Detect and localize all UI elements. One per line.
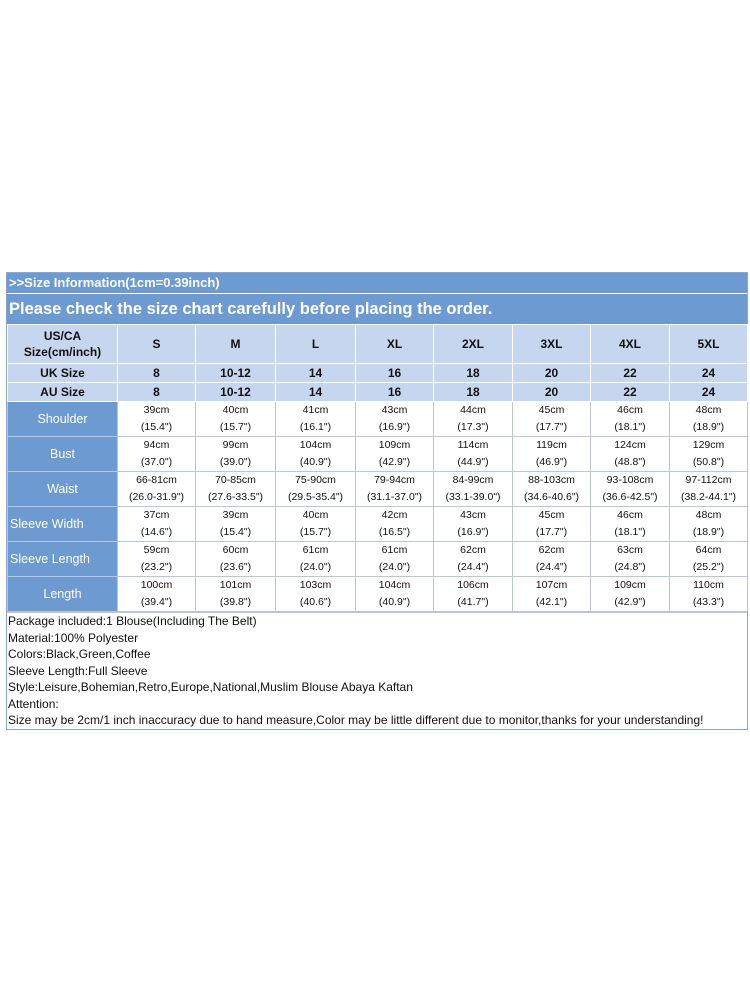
size-header-cell: XL [356,325,434,364]
size-header-cell: 18 [434,383,513,402]
size-header-cell: 20 [513,364,591,383]
measurement-cell [513,542,591,577]
note-line: Material:100% Polyester [8,630,139,645]
measurement-inch: (38.2-44.1") [680,491,737,503]
measurement-inch: (24.4") [457,561,489,573]
measurement-inch: (16.5") [378,526,411,538]
measurement-inch: (48.8") [614,456,646,468]
measurement-inch: (16.9") [457,526,489,538]
measurement-cell [434,437,513,472]
measurement-cell [276,437,356,472]
measurement-inch: (42.9") [378,456,411,468]
measurement-cm: 63cm [617,544,643,556]
measurement-cell [196,542,276,577]
measurement-row [8,507,748,542]
size-header-cell: 20 [513,383,591,402]
size-header-cell: 14 [276,383,356,402]
size-header-cell: 14 [276,364,356,383]
measurement-cell [670,577,748,612]
measurement-inch: (40.9") [378,596,411,608]
measurement-cm: 100cm [140,579,173,591]
measurement-cell [670,472,748,507]
measurement-cm: 99cm [222,439,249,451]
measurement-cm: 88-103cm [528,474,575,486]
measurement-cm: 48cm [695,509,722,521]
measurement-cell [434,507,513,542]
measurement-cell [276,402,356,437]
measurement-cm: 42cm [381,509,408,521]
measurement-cell [276,472,356,507]
measurement-inch: (24.0") [378,561,411,573]
measurement-cell [276,542,356,577]
measurement-cm: 129cm [692,439,725,451]
measurement-inch: (27.6-33.5") [207,491,264,503]
size-header-cell: 2XL [434,325,513,364]
measurement-row [8,437,748,472]
measurement-row [8,577,748,612]
size-table [7,324,748,612]
measurement-inch: (40.6") [299,596,332,608]
measurement-cell [196,507,276,542]
size-header-label [8,364,118,383]
size-check-notice: Please check the size chart carefully before placing the order. [7,293,747,324]
measurement-cm: 59cm [143,544,170,556]
measurement-inch: (18.1") [614,526,646,538]
size-header-label-line: AU Size [40,385,85,399]
measurement-label: Shoulder [8,402,118,437]
measurement-inch: (15.4") [219,526,252,538]
measurement-inch: (23.6") [219,561,252,573]
measurement-cell [591,402,670,437]
size-header-cell: 22 [591,383,670,402]
measurement-cm: 97-112cm [685,474,732,486]
size-header-row [8,364,748,383]
measurement-cm: 114cm [457,439,489,451]
measurement-cell [670,507,748,542]
measurement-cm: 84-99cm [452,474,494,486]
size-info-heading: >>Size Information(1cm=0.39inch) [7,273,747,293]
measurement-inch: (31.1-37.0") [366,491,423,503]
measurement-cm: 109cm [614,579,646,591]
measurement-cm: 119cm [536,439,567,451]
size-header-label [8,383,118,402]
measurement-cell [196,437,276,472]
measurement-inch: (29.5-35.4") [287,491,344,503]
measurement-cell [513,402,591,437]
measurement-inch: (24.0") [299,561,332,573]
measurement-inch: (14.6") [140,526,173,538]
measurement-cm: 44cm [460,404,486,416]
measurement-row [8,542,748,577]
measurement-cm: 62cm [538,544,565,556]
measurement-label: Bust [8,437,118,472]
measurement-cm: 39cm [143,404,170,416]
measurement-rows [8,402,748,612]
size-header-cell: 16 [356,364,434,383]
measurement-cell [118,542,196,577]
measurement-cell [118,577,196,612]
measurement-cell [356,507,434,542]
measurement-cm: 41cm [302,404,329,416]
measurement-inch: (16.1") [299,421,332,433]
measurement-cm: 60cm [222,544,249,556]
size-header-cell: M [196,325,276,364]
size-header-cell: 24 [670,383,748,402]
measurement-cell [118,472,196,507]
measurement-cm: 110cm [693,579,724,591]
measurement-inch: (18.9") [692,526,725,538]
measurement-cm: 66-81cm [136,474,177,486]
measurement-cm: 75-90cm [295,474,336,486]
size-header-cell: L [276,325,356,364]
size-header-row [8,325,748,364]
size-header-row [8,383,748,402]
measurement-cm: 109cm [378,439,411,451]
measurement-inch: (24.8") [614,561,646,573]
measurement-inch: (16.9") [378,421,411,433]
measurement-inch: (41.7") [457,596,489,608]
measurement-inch: (36.6-42.5") [602,491,658,503]
measurement-inch: (26.0-31.9") [128,491,185,503]
measurement-cm: 107cm [535,579,568,591]
size-header-cell: 24 [670,364,748,383]
measurement-cell [670,437,748,472]
measurement-cm: 45cm [538,509,565,521]
measurement-cell [276,577,356,612]
measurement-cell [356,577,434,612]
measurement-inch: (33.1-39.0") [445,491,501,503]
measurement-inch: (15.4") [140,421,173,433]
note-line: Colors:Black,Green,Coffee [8,647,151,661]
note-line: Attention: [8,696,59,711]
measurement-inch: (17.7") [535,421,568,433]
measurement-cm: 46cm [617,509,643,521]
measurement-cell [196,472,276,507]
size-header-cell: 10-12 [196,364,276,383]
note-line: Sleeve Length:Full Sleeve [8,663,148,678]
measurement-cm: 43cm [460,509,486,521]
measurement-cell [591,507,670,542]
size-header-cell: 16 [356,383,434,402]
measurement-cm: 64cm [695,544,722,556]
measurement-cell [118,402,196,437]
measurement-cm: 94cm [143,439,170,451]
measurement-label: Sleeve Width [8,507,118,542]
measurement-cm: 124cm [614,439,646,451]
size-header-label [8,325,118,364]
measurement-label: Length [8,577,118,612]
measurement-cell [118,437,196,472]
measurement-cm: 40cm [302,509,329,521]
measurement-inch: (15.7") [219,421,252,433]
measurement-cm: 39cm [222,509,249,521]
measurement-cm: 37cm [143,509,170,521]
size-chart [6,272,748,730]
measurement-cell [513,577,591,612]
note-line: Package included:1 Blouse(Including The Belt) [8,614,257,628]
size-header-cell: 8 [118,364,196,383]
size-header-cell: 22 [591,364,670,383]
measurement-inch: (18.9") [692,421,725,433]
measurement-inch: (34.6-40.6") [523,491,580,503]
measurement-row [8,402,748,437]
size-header-cell: 3XL [513,325,591,364]
measurement-inch: (39.4") [140,596,173,608]
measurement-cell [196,577,276,612]
size-header-cell: 4XL [591,325,670,364]
measurement-cm: 93-108cm [606,474,654,486]
measurement-cell [513,472,591,507]
measurement-row [8,472,748,507]
measurement-inch: (17.3") [457,421,489,433]
measurement-cell [434,542,513,577]
measurement-cell [356,437,434,472]
measurement-cm: 46cm [617,404,643,416]
measurement-inch: (46.9") [535,456,568,468]
size-header-cell: S [118,325,196,364]
measurement-cell [591,542,670,577]
measurement-cm: 106cm [457,579,489,591]
measurement-inch: (44.9") [457,456,489,468]
measurement-cm: 103cm [299,579,332,591]
measurement-cell [196,402,276,437]
measurement-cell [434,402,513,437]
measurement-inch: (42.1") [535,596,568,608]
measurement-cell [591,577,670,612]
size-header-cell: 18 [434,364,513,383]
measurement-cell [434,472,513,507]
measurement-cell [670,402,748,437]
measurement-inch: (23.2") [140,561,173,573]
measurement-inch: (39.8") [219,596,252,608]
measurement-inch: (39.0") [219,456,252,468]
measurement-label: Waist [8,472,118,507]
measurement-cm: 70-85cm [215,474,256,486]
size-header-label-line: Size(cm/inch) [23,345,102,359]
measurement-inch: (25.2") [692,561,725,573]
size-header-label-line: US/CA [43,329,82,343]
measurement-cell [356,472,434,507]
measurement-cell [356,402,434,437]
measurement-inch: (17.7") [535,526,568,538]
measurement-cell [591,472,670,507]
measurement-cell [118,507,196,542]
size-header-cell: 5XL [670,325,748,364]
size-header-cell: 8 [118,383,196,402]
measurement-cell [513,507,591,542]
measurement-inch: (42.9") [614,596,646,608]
measurement-cell [670,542,748,577]
size-header-label-line: UK Size [40,366,85,380]
measurement-cm: 61cm [381,544,408,556]
measurement-inch: (50.8") [692,456,725,468]
measurement-cm: 48cm [695,404,722,416]
measurement-cm: 79-94cm [374,474,415,486]
measurement-cm: 101cm [219,579,252,591]
measurement-inch: (18.1") [614,421,646,433]
measurement-cm: 104cm [299,439,332,451]
measurement-cm: 104cm [378,579,411,591]
measurement-cm: 43cm [381,404,408,416]
measurement-cell [276,507,356,542]
measurement-cell [434,577,513,612]
measurement-inch: (37.0") [140,456,173,468]
measurement-cm: 45cm [538,404,565,416]
measurement-cell [591,437,670,472]
measurement-cm: 62cm [460,544,486,556]
note-line: Size may be 2cm/1 inch inaccuracy due to hand measure,Color may be little different due to monitor,thanks for your understanding! [8,713,704,727]
measurement-cm: 61cm [302,544,329,556]
measurement-inch: (43.3") [692,596,725,608]
note-line: Style:Leisure,Bohemian,Retro,Europe,National,Muslim Blouse Abaya Kaftan [8,680,413,694]
measurement-inch: (15.7") [299,526,332,538]
size-header-cell: 10-12 [196,383,276,402]
measurement-cell [356,542,434,577]
product-notes [7,612,747,729]
measurement-inch: (24.4") [535,561,568,573]
measurement-inch: (40.9") [299,456,332,468]
measurement-label: Sleeve Length [8,542,118,577]
size-header-rows [8,325,748,402]
measurement-cm: 40cm [222,404,249,416]
measurement-cell [513,437,591,472]
